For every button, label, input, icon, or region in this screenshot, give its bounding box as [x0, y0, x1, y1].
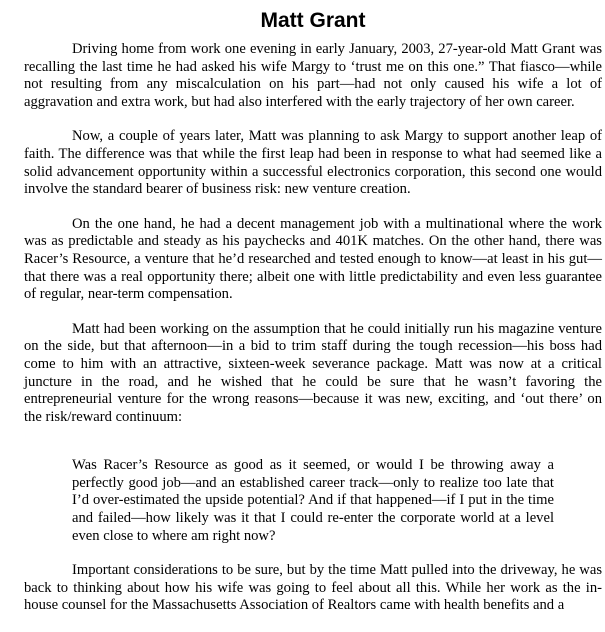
- closing-paragraph: Important considerations to be sure, but by the time Matt pulled into the driveway, he was back to thinking about how his wife was going to feel about all this. While her work as the in-house counsel for the Massachusetts Association of Realtors came with health benefits and a: [24, 562, 602, 614]
- document-page: [24, 8, 602, 632]
- paragraph-2: Now, a couple of years later, Matt was planning to ask Margy to support another leap of faith. The difference was that while the first leap had been in response to what had seemed like a solid advancement opportunity within a successful electronics corporation, this second one would involve the standard bearer of business risk: new venture creation.: [24, 128, 602, 198]
- paragraph-4: Matt had been working on the assumption that he could initially run his magazine venture on the side, but that afternoon—in a bid to trim staff during the tough recession—his boss had come to him with an attractive, sixteen-week severance package. Matt was now at a critical juncture in the road, and he wished that he could be sure that he wasn’t favoring the entrepreneurial venture for the wrong reasons—because it was new, exciting, and ‘out there’ on the risk/reward continuum:: [24, 320, 602, 425]
- block-quote: Was Racer’s Resource as good as it seemed, or would I be throwing away a perfectly good job—and an established career track—only to realize too late that I’d over-estimated the upside potential? And if that happened—if I put in the time and failed—how likely was it that I could re-enter the corporate world at a level even close to where am right now?: [72, 457, 554, 544]
- paragraph-1: Driving home from work one evening in early January, 2003, 27-year-old Matt Grant was recalling the last time he had asked his wife Margy to ‘trust me on this one.” That fiasco—while not resulting from any miscalculation on his part—had not only caused his wife a lot of aggravation and extra work, but had also interfered with the early trajectory of her own career.: [24, 41, 602, 110]
- paragraph-3: On the one hand, he had a decent management job with a multinational where the work was as predictable and steady as his paychecks and 401K matches. On the other hand, there was Racer’s Resource, a venture that he’d researched and tested enough to know—at least in his gut—that there was a real opportunity there; albeit one with little predictability and even less guarantee of regular, near-term compensation.: [24, 215, 602, 303]
- document-title: Matt Grant: [260, 9, 366, 32]
